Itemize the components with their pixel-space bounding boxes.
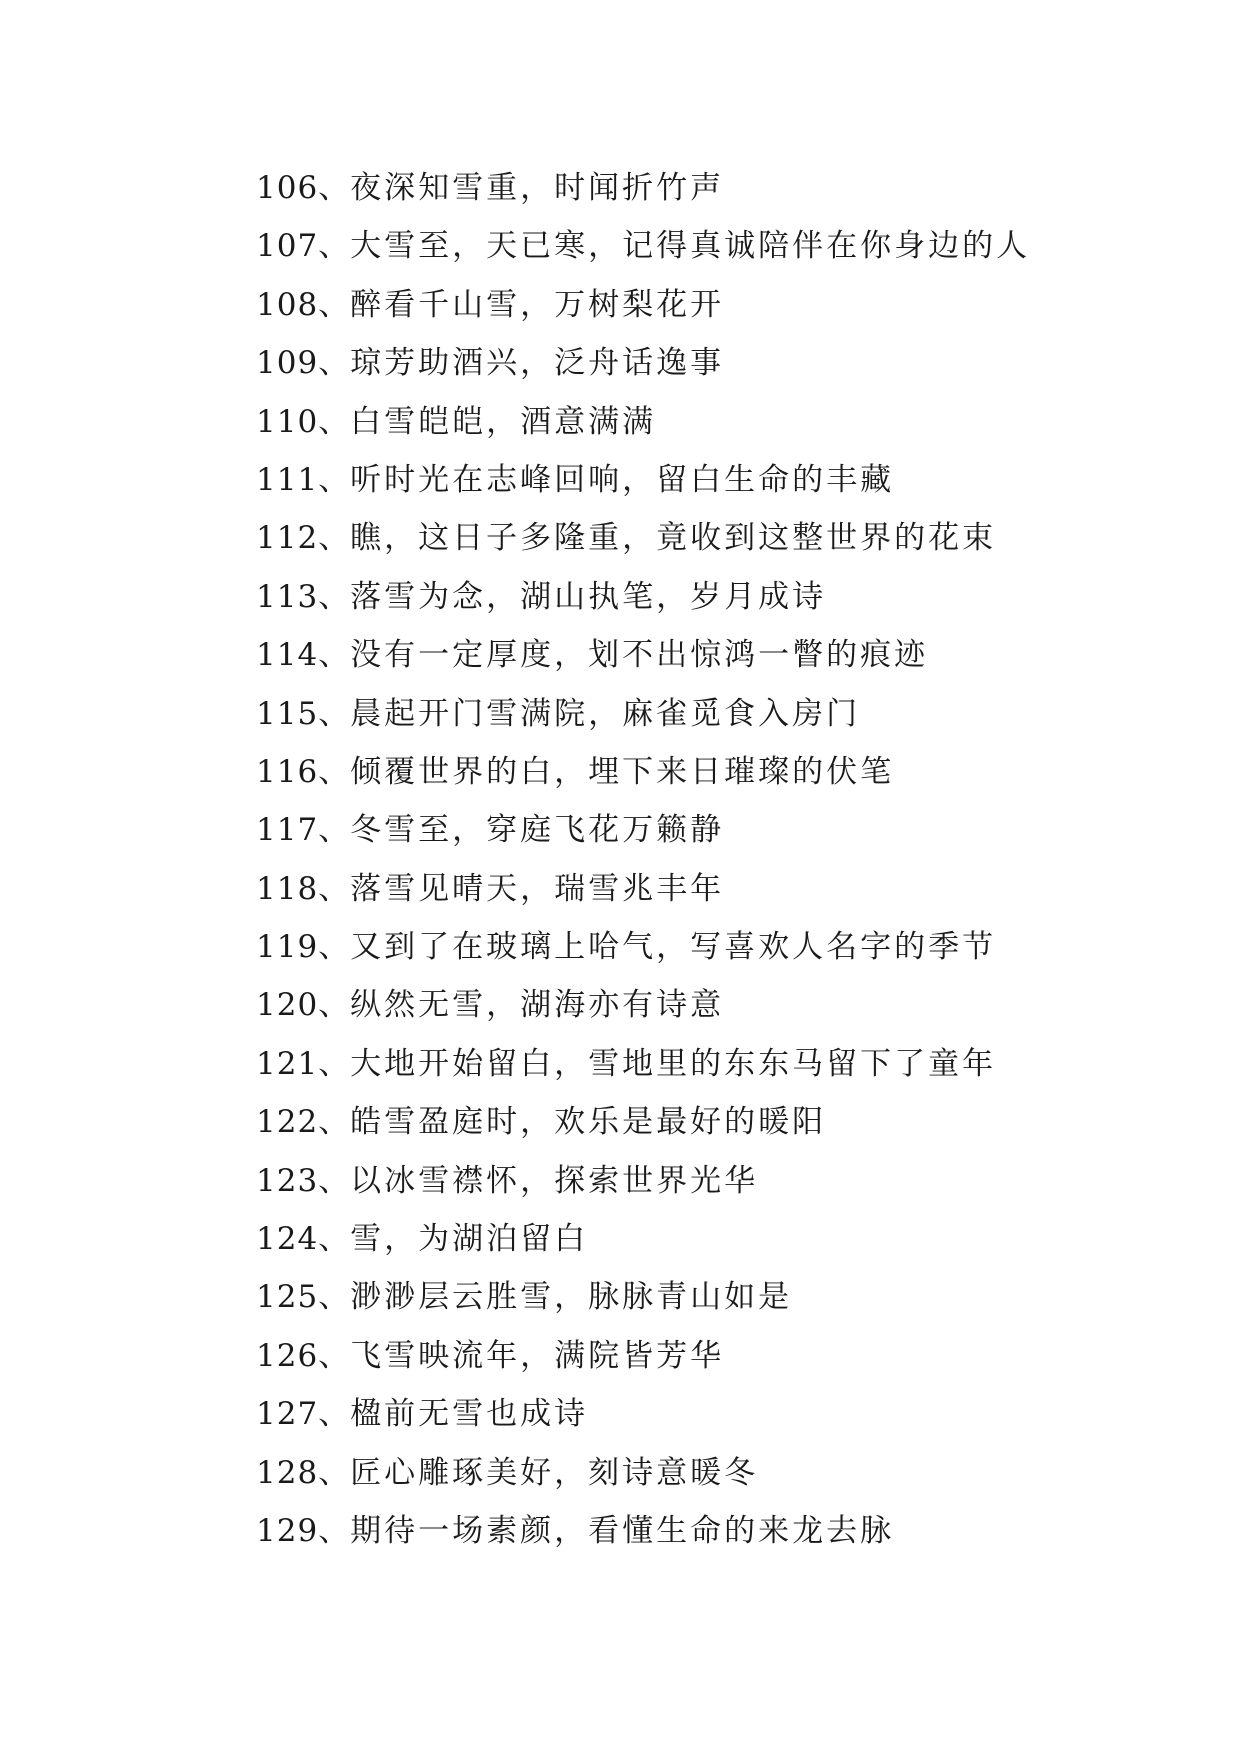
item-number: 106、 [256,170,351,206]
item-number: 113、 [256,578,351,615]
item-text: 晨起开门雪满院，麻雀觅食入房门 [350,695,861,732]
list-item [256,744,1156,802]
list-item [256,861,1156,919]
item-text: 冬雪至，穿庭飞花万籁静 [350,812,725,849]
item-text: 以冰雪襟怀，探索世界光华 [350,1162,759,1199]
list-item [256,1445,1156,1503]
item-text: 匠心雕琢美好，刻诗意暖冬 [350,1454,759,1491]
item-number: 119、 [256,929,351,966]
list-item [256,277,1156,335]
item-text: 瞧，这日子多隆重，竟收到这整世界的花束 [350,520,997,557]
item-text: 雪，为湖泊留白 [350,1221,589,1258]
item-number: 111、 [256,461,351,498]
list-item [256,1094,1156,1152]
item-text: 琼芳助酒兴，泛舟话逸事 [350,345,725,382]
item-text: 倾覆世界的白，埋下来日璀璨的伏笔 [350,753,895,790]
item-number: 116、 [256,753,351,790]
item-text: 期待一场素颜，看懂生命的来龙去脉 [350,1512,895,1549]
item-number: 109、 [256,345,351,382]
item-text: 夜深知雪重，时闻折竹声 [350,170,725,206]
list-item [256,1269,1156,1327]
item-number: 115、 [256,695,351,732]
item-number: 107、 [256,228,351,265]
list-item [256,218,1156,276]
item-number: 114、 [256,637,351,674]
item-number: 127、 [256,1396,351,1433]
item-number: 124、 [256,1221,351,1258]
item-text: 纵然无雪，湖海亦有诗意 [350,987,725,1024]
item-number: 126、 [256,1337,351,1374]
item-text: 听时光在志峰回响，留白生命的丰藏 [350,461,895,498]
item-number: 125、 [256,1279,351,1316]
list-item [256,569,1156,627]
item-number: 123、 [256,1162,351,1199]
item-number: 110、 [256,403,351,440]
item-text: 又到了在玻璃上哈气，写喜欢人名字的季节 [350,929,997,966]
list-item [256,452,1156,510]
item-number: 121、 [256,1045,351,1082]
list-item [256,1386,1156,1444]
item-number: 128、 [256,1454,351,1491]
item-number: 129、 [256,1512,351,1549]
list-item [256,160,1156,218]
item-text: 大地开始留白，雪地里的东东马留下了童年 [350,1045,997,1082]
item-text: 没有一定厚度，划不出惊鸿一瞥的痕迹 [350,637,929,674]
list-item [256,335,1156,393]
list-item [256,686,1156,744]
list-item [256,802,1156,860]
item-text: 白雪皑皑，酒意满满 [350,403,657,440]
item-number: 122、 [256,1104,351,1141]
list-item [256,919,1156,977]
list-item [256,627,1156,685]
item-text: 楹前无雪也成诗 [350,1396,589,1433]
item-text: 落雪为念，湖山执笔，岁月成诗 [350,578,827,615]
item-text: 渺渺层云胜雪，脉脉青山如是 [350,1279,793,1316]
item-number: 117、 [256,812,351,849]
list-item [256,1153,1156,1211]
list-item [256,1211,1156,1269]
item-text: 皓雪盈庭时，欢乐是最好的暖阳 [350,1104,827,1141]
list-item [256,394,1156,452]
list-item [256,510,1156,568]
item-number: 108、 [256,286,351,323]
item-number: 112、 [256,520,351,557]
item-number: 120、 [256,987,351,1024]
list-item [256,977,1156,1035]
list-item [256,1503,1156,1561]
list-item [256,1036,1156,1094]
item-text: 大雪至，天已寒，记得真诚陪伴在你身边的人 [350,228,1031,265]
item-text: 落雪见晴天，瑞雪兆丰年 [350,870,725,907]
list-item [256,1328,1156,1386]
item-number: 118、 [256,870,351,907]
item-text: 醉看千山雪，万树梨花开 [350,286,725,323]
numbered-list [256,160,1156,1561]
item-text: 飞雪映流年，满院皆芳华 [350,1337,725,1374]
